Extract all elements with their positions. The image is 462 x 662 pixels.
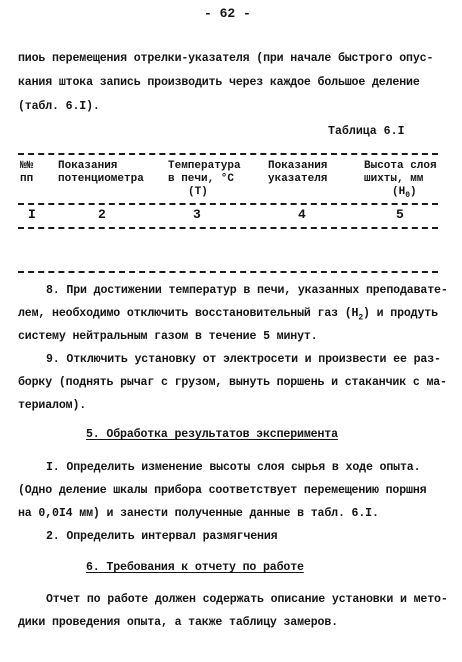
intro-line-2: кания штока запись производить через каждое большое деление [18, 76, 420, 89]
section6-line-2: дики проведения опыта, а также таблицу замеров. [18, 616, 338, 629]
step8-line-3: систему нейтральным газом в течение 5 минут. [18, 330, 318, 343]
section5-line-2: (Одно деление шкалы прибора соответствует перемещению поршня [18, 484, 427, 497]
header-rule [18, 203, 438, 205]
step8-line-1: 8. При достижении температур в печи, указанных преподавате- [46, 284, 448, 297]
section5-title: 5. Обработка результатов эксперимента [86, 428, 338, 441]
section5-line-3: на 0,0I4 мм) и занести полученные данные в табл. 6.I. [18, 507, 379, 520]
header-layer-height: Высота слоя шихты, мм $(H_0)$ [364, 160, 437, 201]
header-number: №№ пп [20, 160, 34, 185]
col-number-3: 3 [193, 207, 201, 222]
header-temperature: Температура в печи, °С (Т) [168, 160, 241, 198]
section6-title: 6. Требования к отчету по работе [86, 561, 304, 574]
col-number-1: I [28, 207, 36, 222]
col-number-4: 4 [298, 207, 306, 222]
page-number: - 62 - [204, 6, 251, 21]
table-top-rule [18, 153, 438, 155]
intro-line-1: пиоь перемещения отрелки-указателя (при начале быстрого опус- [18, 52, 434, 65]
step9-line-1: 9. Отключить установку от электросети и произвести ее раз- [46, 353, 441, 366]
step9-line-3: териалом). [18, 399, 87, 412]
section5-line-1: I. Определить изменение высоты слоя сырья в ходе опыта. [46, 461, 421, 474]
col-number-2: 2 [98, 207, 106, 222]
intro-line-3: (табл. 6.I). [18, 100, 100, 113]
step8-line-2: лем, необходимо отключить восстановительный газ $(H_2)$ и продуть [18, 307, 438, 323]
section5-line-4: 2. Определить интервал размягчения [46, 530, 278, 543]
step9-line-2: борку (поднять рычаг с грузом, вынуть поршень и стаканчик с ма- [18, 376, 447, 389]
table-caption: Таблица 6.I [328, 125, 405, 138]
col-number-5: 5 [396, 207, 404, 222]
header-indicator: Показания указателя [268, 160, 328, 185]
table-bottom-rule [18, 271, 438, 273]
section6-line-1: Отчет по работе должен содержать описание установки и мето- [46, 593, 448, 606]
numbers-rule [18, 227, 438, 229]
header-potentiometer: Показания потенциометра [58, 160, 144, 185]
